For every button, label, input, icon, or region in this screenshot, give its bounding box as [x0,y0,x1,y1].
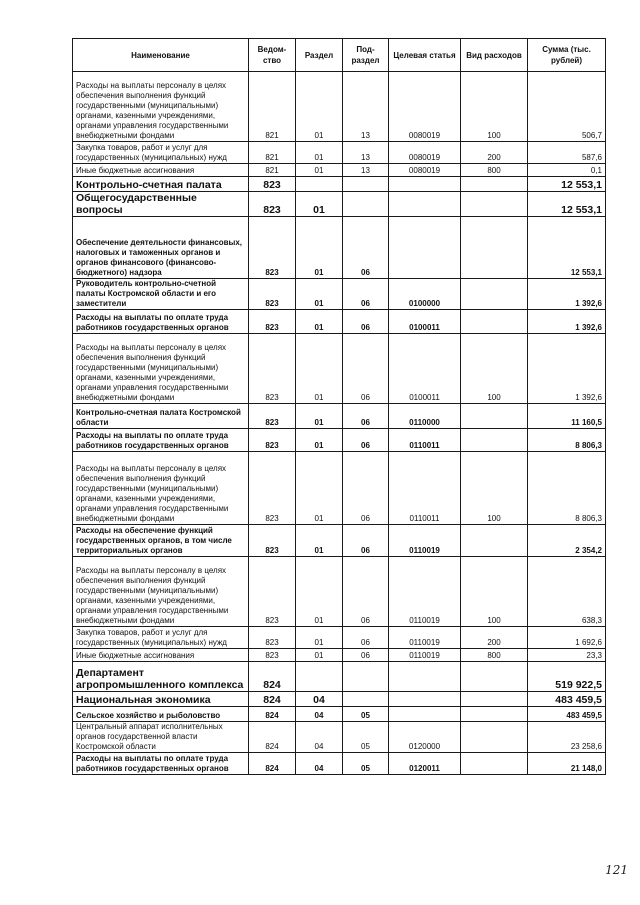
cell-expense-type: 100 [461,557,528,627]
cell-amount: 1 392,6 [528,279,606,310]
cell-name: Сельское хозяйство и рыболовство [73,707,249,722]
cell-name: Центральный аппарат исполнительных органов государственной власти Костромской области [73,722,249,753]
cell-section: 04 [296,722,343,753]
cell-section [296,662,343,692]
cell-subsection: 06 [343,334,389,404]
header-amount: Сумма (тыс. рублей) [528,39,606,72]
cell-amount: 638,3 [528,557,606,627]
cell-target [389,217,461,279]
cell-target: 0110019 [389,525,461,557]
table-row [73,177,606,192]
cell-expense-type [461,525,528,557]
cell-subsection [343,177,389,192]
cell-subsection: 13 [343,142,389,164]
cell-section: 01 [296,164,343,177]
cell-dept: 823 [249,649,296,662]
cell-section: 01 [296,557,343,627]
header-name: Наименование [73,39,249,72]
cell-target [389,192,461,217]
cell-section: 04 [296,707,343,722]
cell-subsection: 06 [343,217,389,279]
cell-target: 0120000 [389,722,461,753]
cell-expense-type [461,192,528,217]
cell-subsection: 06 [343,452,389,525]
cell-dept: 824 [249,753,296,775]
cell-dept: 823 [249,217,296,279]
cell-expense-type: 800 [461,649,528,662]
table-row [73,429,606,452]
cell-name: Иные бюджетные ассигнования [73,164,249,177]
cell-target: 0100000 [389,279,461,310]
cell-amount: 12 553,1 [528,217,606,279]
cell-amount: 506,7 [528,72,606,142]
cell-dept: 823 [249,279,296,310]
cell-expense-type [461,692,528,707]
cell-expense-type: 100 [461,334,528,404]
cell-expense-type [461,404,528,429]
cell-target: 0110019 [389,649,461,662]
cell-name: Закупка товаров, работ и услуг для государственных (муниципальных) нужд [73,627,249,649]
cell-expense-type: 100 [461,72,528,142]
cell-dept: 823 [249,525,296,557]
table-row [73,525,606,557]
table-row [73,722,606,753]
cell-subsection [343,662,389,692]
cell-subsection [343,692,389,707]
cell-expense-type: 100 [461,452,528,525]
cell-name: Департамент агропромышленного комплекса [73,662,249,692]
cell-expense-type [461,662,528,692]
cell-expense-type [461,753,528,775]
cell-expense-type: 800 [461,164,528,177]
cell-expense-type [461,429,528,452]
cell-target: 0120011 [389,753,461,775]
cell-name: Руководитель контрольно-счетной палаты Костромской области и его заместители [73,279,249,310]
cell-name: Закупка товаров, работ и услуг для государственных (муниципальных) нужд [73,142,249,164]
table-row [73,707,606,722]
table-row [73,649,606,662]
cell-dept: 824 [249,707,296,722]
table-row [73,72,606,142]
cell-target [389,707,461,722]
cell-name: Расходы на выплаты по оплате труда работников государственных органов [73,429,249,452]
cell-dept: 824 [249,692,296,707]
header-section: Раздел [296,39,343,72]
cell-section: 01 [296,525,343,557]
cell-expense-type: 200 [461,142,528,164]
cell-amount: 12 553,1 [528,177,606,192]
cell-section: 01 [296,142,343,164]
cell-target [389,662,461,692]
cell-expense-type [461,279,528,310]
cell-section: 01 [296,627,343,649]
cell-name: Контрольно-счетная палата [73,177,249,192]
cell-dept: 823 [249,192,296,217]
cell-dept: 823 [249,429,296,452]
cell-section: 04 [296,753,343,775]
cell-amount: 483 459,5 [528,692,606,707]
cell-name: Обеспечение деятельности финансовых, налоговых и таможенных органов и органов финансового (финансово-бюджетного) надзора [73,217,249,279]
page-number: 121 [605,863,628,877]
cell-section: 01 [296,310,343,334]
cell-subsection: 06 [343,429,389,452]
cell-section: 01 [296,192,343,217]
cell-dept: 824 [249,722,296,753]
table-row [73,217,606,279]
cell-dept: 823 [249,404,296,429]
header-dept: Ведом-ство [249,39,296,72]
table-row [73,164,606,177]
cell-subsection [343,192,389,217]
cell-expense-type: 200 [461,627,528,649]
cell-subsection: 05 [343,753,389,775]
cell-target: 0080019 [389,142,461,164]
cell-dept: 824 [249,662,296,692]
cell-target: 0100011 [389,334,461,404]
header-target: Целевая статья [389,39,461,72]
cell-amount: 12 553,1 [528,192,606,217]
cell-amount: 23,3 [528,649,606,662]
cell-expense-type [461,177,528,192]
cell-name: Расходы на обеспечение функций государственных органов, в том числе территориальных органов [73,525,249,557]
cell-name: Расходы на выплаты по оплате труда работников государственных органов [73,310,249,334]
cell-expense-type [461,722,528,753]
cell-dept: 823 [249,452,296,525]
table-row [73,142,606,164]
cell-target: 0080019 [389,164,461,177]
cell-dept: 823 [249,177,296,192]
table-row [73,662,606,692]
cell-dept: 823 [249,334,296,404]
cell-name: Национальная экономика [73,692,249,707]
cell-name: Иные бюджетные ассигнования [73,649,249,662]
cell-amount: 1 392,6 [528,310,606,334]
cell-name: Контрольно-счетная палата Костромской области [73,404,249,429]
cell-expense-type [461,310,528,334]
cell-section: 01 [296,649,343,662]
table-row [73,404,606,429]
cell-target: 0110011 [389,452,461,525]
cell-amount: 0,1 [528,164,606,177]
cell-amount: 11 160,5 [528,404,606,429]
cell-section: 01 [296,334,343,404]
cell-amount: 1 692,6 [528,627,606,649]
cell-amount: 8 806,3 [528,452,606,525]
table-row [73,692,606,707]
budget-table [72,38,606,775]
cell-name: Расходы на выплаты персоналу в целях обеспечения выполнения функций государственными (муниципальными) органами, казенными учреждениями, органами управления государственными внебюджетными фондами [73,557,249,627]
table-row [73,192,606,217]
cell-amount: 1 392,6 [528,334,606,404]
cell-subsection: 13 [343,72,389,142]
cell-section: 01 [296,429,343,452]
header-expense-type: Вид расходов [461,39,528,72]
cell-amount: 587,6 [528,142,606,164]
cell-target: 0110019 [389,627,461,649]
cell-subsection: 13 [343,164,389,177]
cell-dept: 821 [249,164,296,177]
cell-section: 04 [296,692,343,707]
cell-subsection: 06 [343,310,389,334]
cell-subsection: 06 [343,557,389,627]
cell-name: Расходы на выплаты персоналу в целях обеспечения выполнения функций государственными (муниципальными) органами, казенными учреждениями, органами управления государственными внебюджетными фондами [73,452,249,525]
cell-target: 0110019 [389,557,461,627]
cell-dept: 823 [249,310,296,334]
cell-amount: 519 922,5 [528,662,606,692]
cell-target [389,692,461,707]
cell-expense-type [461,707,528,722]
cell-subsection: 06 [343,279,389,310]
cell-expense-type [461,217,528,279]
cell-name: Расходы на выплаты персоналу в целях обеспечения выполнения функций государственными (муниципальными) органами, казенными учреждениями, органами управления государственными внебюджетными фондами [73,334,249,404]
table-row [73,279,606,310]
cell-name: Общегосударственные вопросы [73,192,249,217]
cell-name: Расходы на выплаты персоналу в целях обеспечения выполнения функций государственными (муниципальными) органами, казенными учреждениями, органами управления государственными внебюджетными фондами [73,72,249,142]
cell-subsection: 05 [343,707,389,722]
cell-subsection: 06 [343,649,389,662]
cell-section [296,177,343,192]
cell-amount: 483 459,5 [528,707,606,722]
table-header-row [73,39,606,72]
table-row [73,557,606,627]
cell-dept: 823 [249,627,296,649]
cell-target: 0080019 [389,72,461,142]
cell-section: 01 [296,72,343,142]
cell-amount: 23 258,6 [528,722,606,753]
cell-dept: 821 [249,142,296,164]
table-row [73,627,606,649]
table-row [73,753,606,775]
cell-subsection: 06 [343,627,389,649]
cell-amount: 8 806,3 [528,429,606,452]
cell-name: Расходы на выплаты по оплате труда работников государственных органов [73,753,249,775]
cell-dept: 821 [249,72,296,142]
cell-section: 01 [296,279,343,310]
cell-subsection: 05 [343,722,389,753]
cell-subsection: 06 [343,525,389,557]
cell-subsection: 06 [343,404,389,429]
cell-section: 01 [296,404,343,429]
cell-dept: 823 [249,557,296,627]
cell-section: 01 [296,452,343,525]
cell-amount: 2 354,2 [528,525,606,557]
cell-target: 0100011 [389,310,461,334]
cell-target: 0110000 [389,404,461,429]
cell-amount: 21 148,0 [528,753,606,775]
cell-section: 01 [296,217,343,279]
table-row [73,452,606,525]
cell-target: 0110011 [389,429,461,452]
table-row [73,310,606,334]
cell-target [389,177,461,192]
table-row [73,334,606,404]
header-subsection: Под-раздел [343,39,389,72]
